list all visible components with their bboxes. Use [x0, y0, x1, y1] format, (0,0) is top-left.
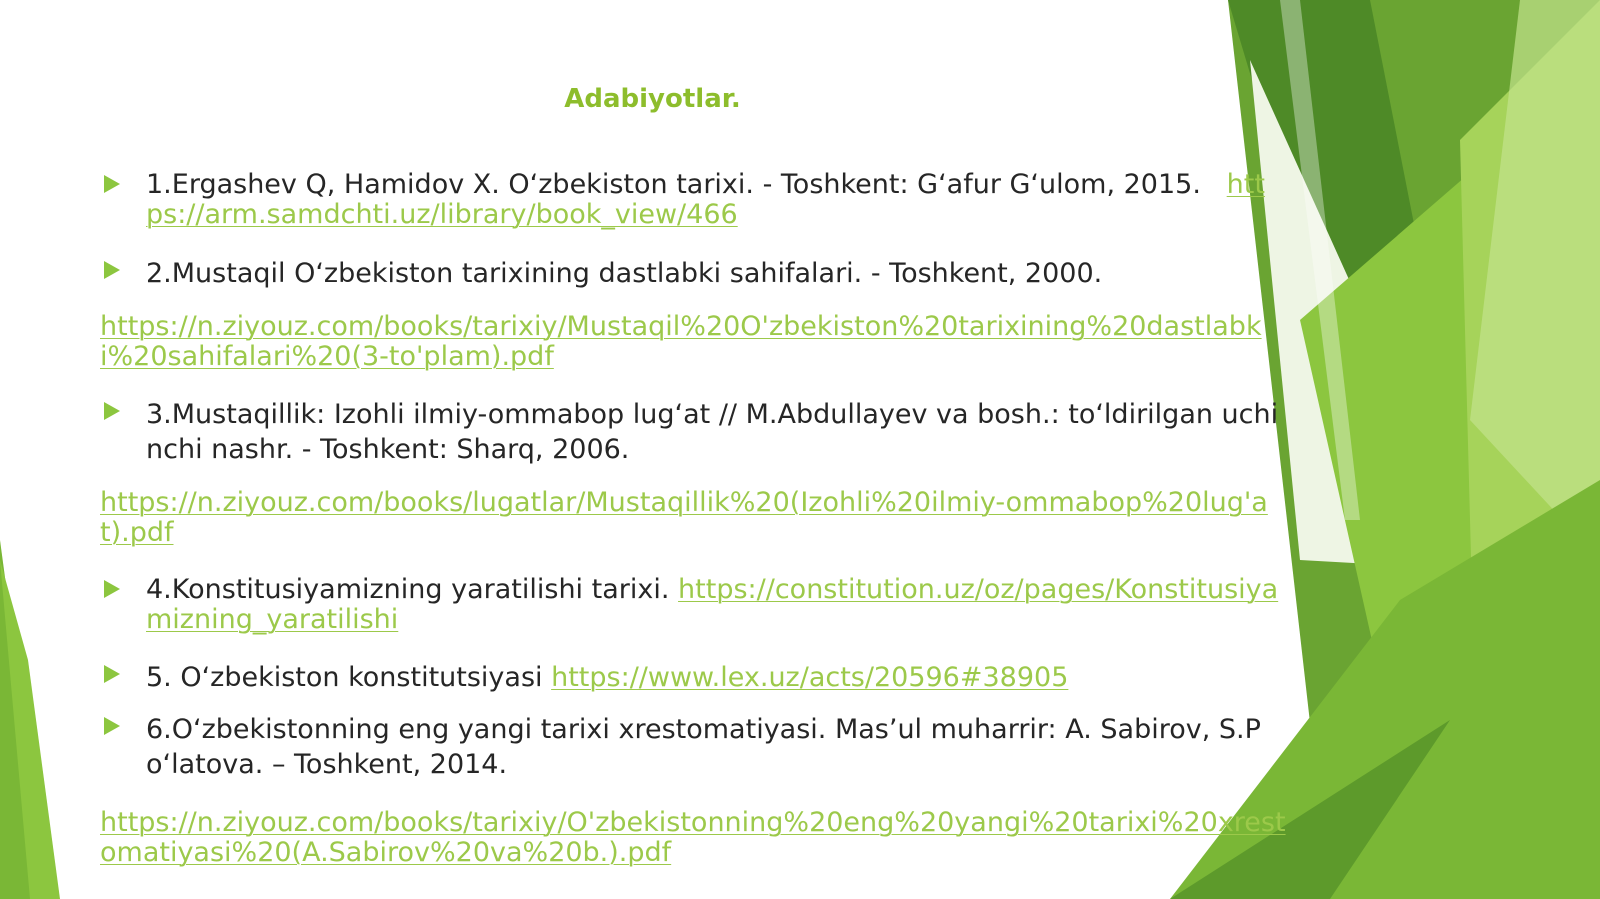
triangle-bullet-icon — [104, 175, 120, 193]
list-item — [100, 660, 1280, 695]
entry-text: 6.O‘zbekistonning eng yangi tarixi xrestomatiyasi. Mas’ul muharrir: A. Sabirov, S.Po‘latova. – Toshkent, 2014. — [146, 714, 1261, 780]
entry-link[interactable]: https://www.lex.uz/acts/20596#38905 — [551, 662, 1069, 693]
list-item — [100, 397, 1280, 467]
list-item — [100, 170, 1280, 230]
entry-text: 3.Mustaqillik: Izohli ilmiy-ommabop lug‘at // M.Abdullayev va bosh.: to‘ldirilgan uchinchi nashr. - Toshkent: Sharq, 2006. — [146, 399, 1279, 465]
entry-text: 5. O‘zbekiston konstitutsiyasi — [146, 662, 543, 693]
triangle-bullet-icon — [104, 665, 120, 683]
entry-link[interactable]: https://constitution.uz/oz/pages/Konstitusiyamizning_yaratilishi — [146, 574, 1279, 635]
entry-link[interactable]: https://n.ziyouz.com/books/tarixiy/Mustaqil%20O'zbekiston%20tarixining%20dastlabki%20sahifalari%20(3-to'plam).pdf — [100, 311, 1262, 372]
entry-link[interactable]: https://n.ziyouz.com/books/tarixiy/O'zbekistonning%20eng%20yangi%20tarixi%20xrestomatiyasi%20(A.Sabirov%20va%20b.).pdf — [100, 807, 1286, 868]
triangle-bullet-icon — [104, 402, 120, 420]
entry-link[interactable]: https://n.ziyouz.com/books/lugatlar/Mustaqillik%20(Izohli%20ilmiy-ommabop%20lug'at).pdf — [100, 487, 1268, 548]
entry-link[interactable]: https://arm.samdchti.uz/library/book_view/466 — [146, 169, 1265, 230]
entry-text: 2.Mustaqil O‘zbekiston tarixining dastlabki sahifalari. - Toshkent, 2000. — [146, 258, 1103, 289]
list-item — [100, 575, 1280, 635]
list-item — [100, 712, 1280, 782]
entry-text: 1.Ergashev Q, Hamidov X. O‘zbekiston tarixi. - Toshkent: G‘afur G‘ulom, 2015. — [146, 169, 1201, 200]
triangle-bullet-icon — [104, 261, 120, 279]
triangle-bullet-icon — [104, 580, 120, 598]
triangle-bullet-icon — [104, 717, 120, 735]
list-item — [100, 256, 1280, 291]
entry-text: 4.Konstitusiyamizning yaratilishi tarixi. — [146, 574, 670, 605]
slide-title: Adabiyotlar. — [564, 84, 741, 114]
